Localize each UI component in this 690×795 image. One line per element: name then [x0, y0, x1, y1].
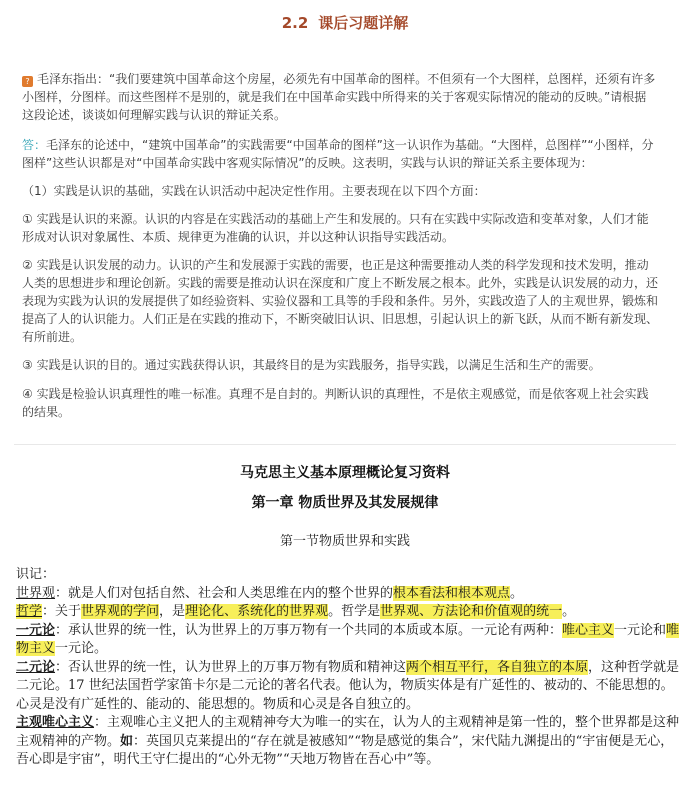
chapter-title: 第一章 物质世界及其发展规律: [251, 495, 439, 511]
answer-intro-text: 毛泽东的论述中，“建筑中国革命”的实践需要“中国革命的图样”这一认识作为基础。“大图样，总图样”“小图样，分图样”这些认识都是对“中国革命实践中客观实际情况”的反映。这表明，实践与认识的辩证关系主要体现为：: [22, 138, 654, 170]
section-title-text: 课后习题详解: [318, 14, 409, 32]
section-subtitle: 第一节物质世界和实践: [279, 534, 410, 549]
question-text: 毛泽东指出：“我们要建筑中国革命这个房屋，必须先有中国革命的图样。不但须有一个大图样，总图样，还须有许多小图样，分图样。而这些图样不是别的，就是我们在中国革命实践中所得来的关于客观实际情况的能动的反映。”请根据这段论述，谈谈如何理解实践与认识的辩证关系。: [22, 72, 656, 122]
answer-item-4: ④ 实践是检验认识真理性的唯一标准。真理不是自封的。判断认识的真理性，不是依主观感觉，而是依客观上社会实践的结果。: [22, 387, 649, 419]
question-paragraph: [22, 70, 658, 124]
def-philosophy: 哲学：关于世界观的学问，是理论化、系统化的世界观。哲学是世界观、方法论和价值观的统一。: [16, 604, 576, 619]
section-number: 2.2: [281, 14, 309, 32]
def-worldview: 世界观：就是人们对包括自然、社会和人类思维在内的整个世界的根本看法和根本观点。: [16, 585, 524, 601]
doc-title: 马克思主义基本原理概论复习资料: [240, 465, 450, 481]
answer-label: 答：: [22, 138, 47, 152]
answer-point-1: （1）实践是认识的基础，实践在认识活动中起决定性作用。主要表现在以下四个方面：: [22, 184, 486, 198]
answer-item-3: ③ 实践是认识的目的。通过实践获得认识，其最终目的是为实践服务，指导实践，以满足生活和生产的需要。: [22, 358, 601, 372]
recall-section: [16, 566, 680, 770]
question-icon: ?: [22, 76, 33, 87]
def-subjective-idealism: 主观唯心主义：主观唯心主义把人的主观精神夸大为唯一的实在，认为人的主观精神是第一性的，整个世界都是这种主观精神的产物。如：英国贝克莱提出的“存在就是被感知”“物是感觉的集合”，宋代陆九渊提出的“宇宙便是无心，吾心即是宇宙”，明代王守仁提出的“心外无物”“天地万物皆在吾心中”等。: [16, 715, 680, 767]
section-title: [0, 12, 690, 33]
answer-item-2: ② 实践是认识发展的动力。认识的产生和发展源于实践的需要，也正是这种需要推动人类的科学发现和技术发明，推动人类的思想进步和理论创新。实践的需要是推动认识在深度和广度上不断发展之根本。此外，实践是认识发展的动力，还表现为实践为认识的发展提供了如经验资料、实验仪器和工具等的手段和条件。另外，实践改造了人的主观世界，锻炼和提高了人的认识能力。人们正是在实践的推动下，不断突破旧认识、旧思想，引起认识上的新飞跃，从而不断有新发现、有所前进。: [22, 258, 659, 344]
recall-label: 识记：: [16, 567, 56, 582]
answer-intro: [22, 136, 658, 172]
def-dualism: 二元论：否认世界的统一性，认为世界上的万事万物有物质和精神这两个相互平行，各自独立的本原，这种哲学就是二元论。17 世纪法国哲学家笛卡尔是二元论的著名代表。他认为，物质实体是有广延性的、被动的、不能思想的。心灵是没有广延性的、能动的、能思想的。物质和心灵是各自独立的。: [16, 659, 680, 712]
def-monism: 一元论：承认世界的统一性，认为世界上的万事万物有一个共同的本质或本原。一元论有两种：唯心主义一元论和唯物主义一元论。: [16, 622, 680, 656]
page-divider: [14, 444, 676, 445]
answer-item-1: ① 实践是认识的来源。认识的内容是在实践活动的基础上产生和发展的。只有在实践中实际改造和变革对象，人们才能形成对认识对象属性、本质、规律更为准确的认识，并以这种认识指导实践活动。: [22, 212, 649, 244]
